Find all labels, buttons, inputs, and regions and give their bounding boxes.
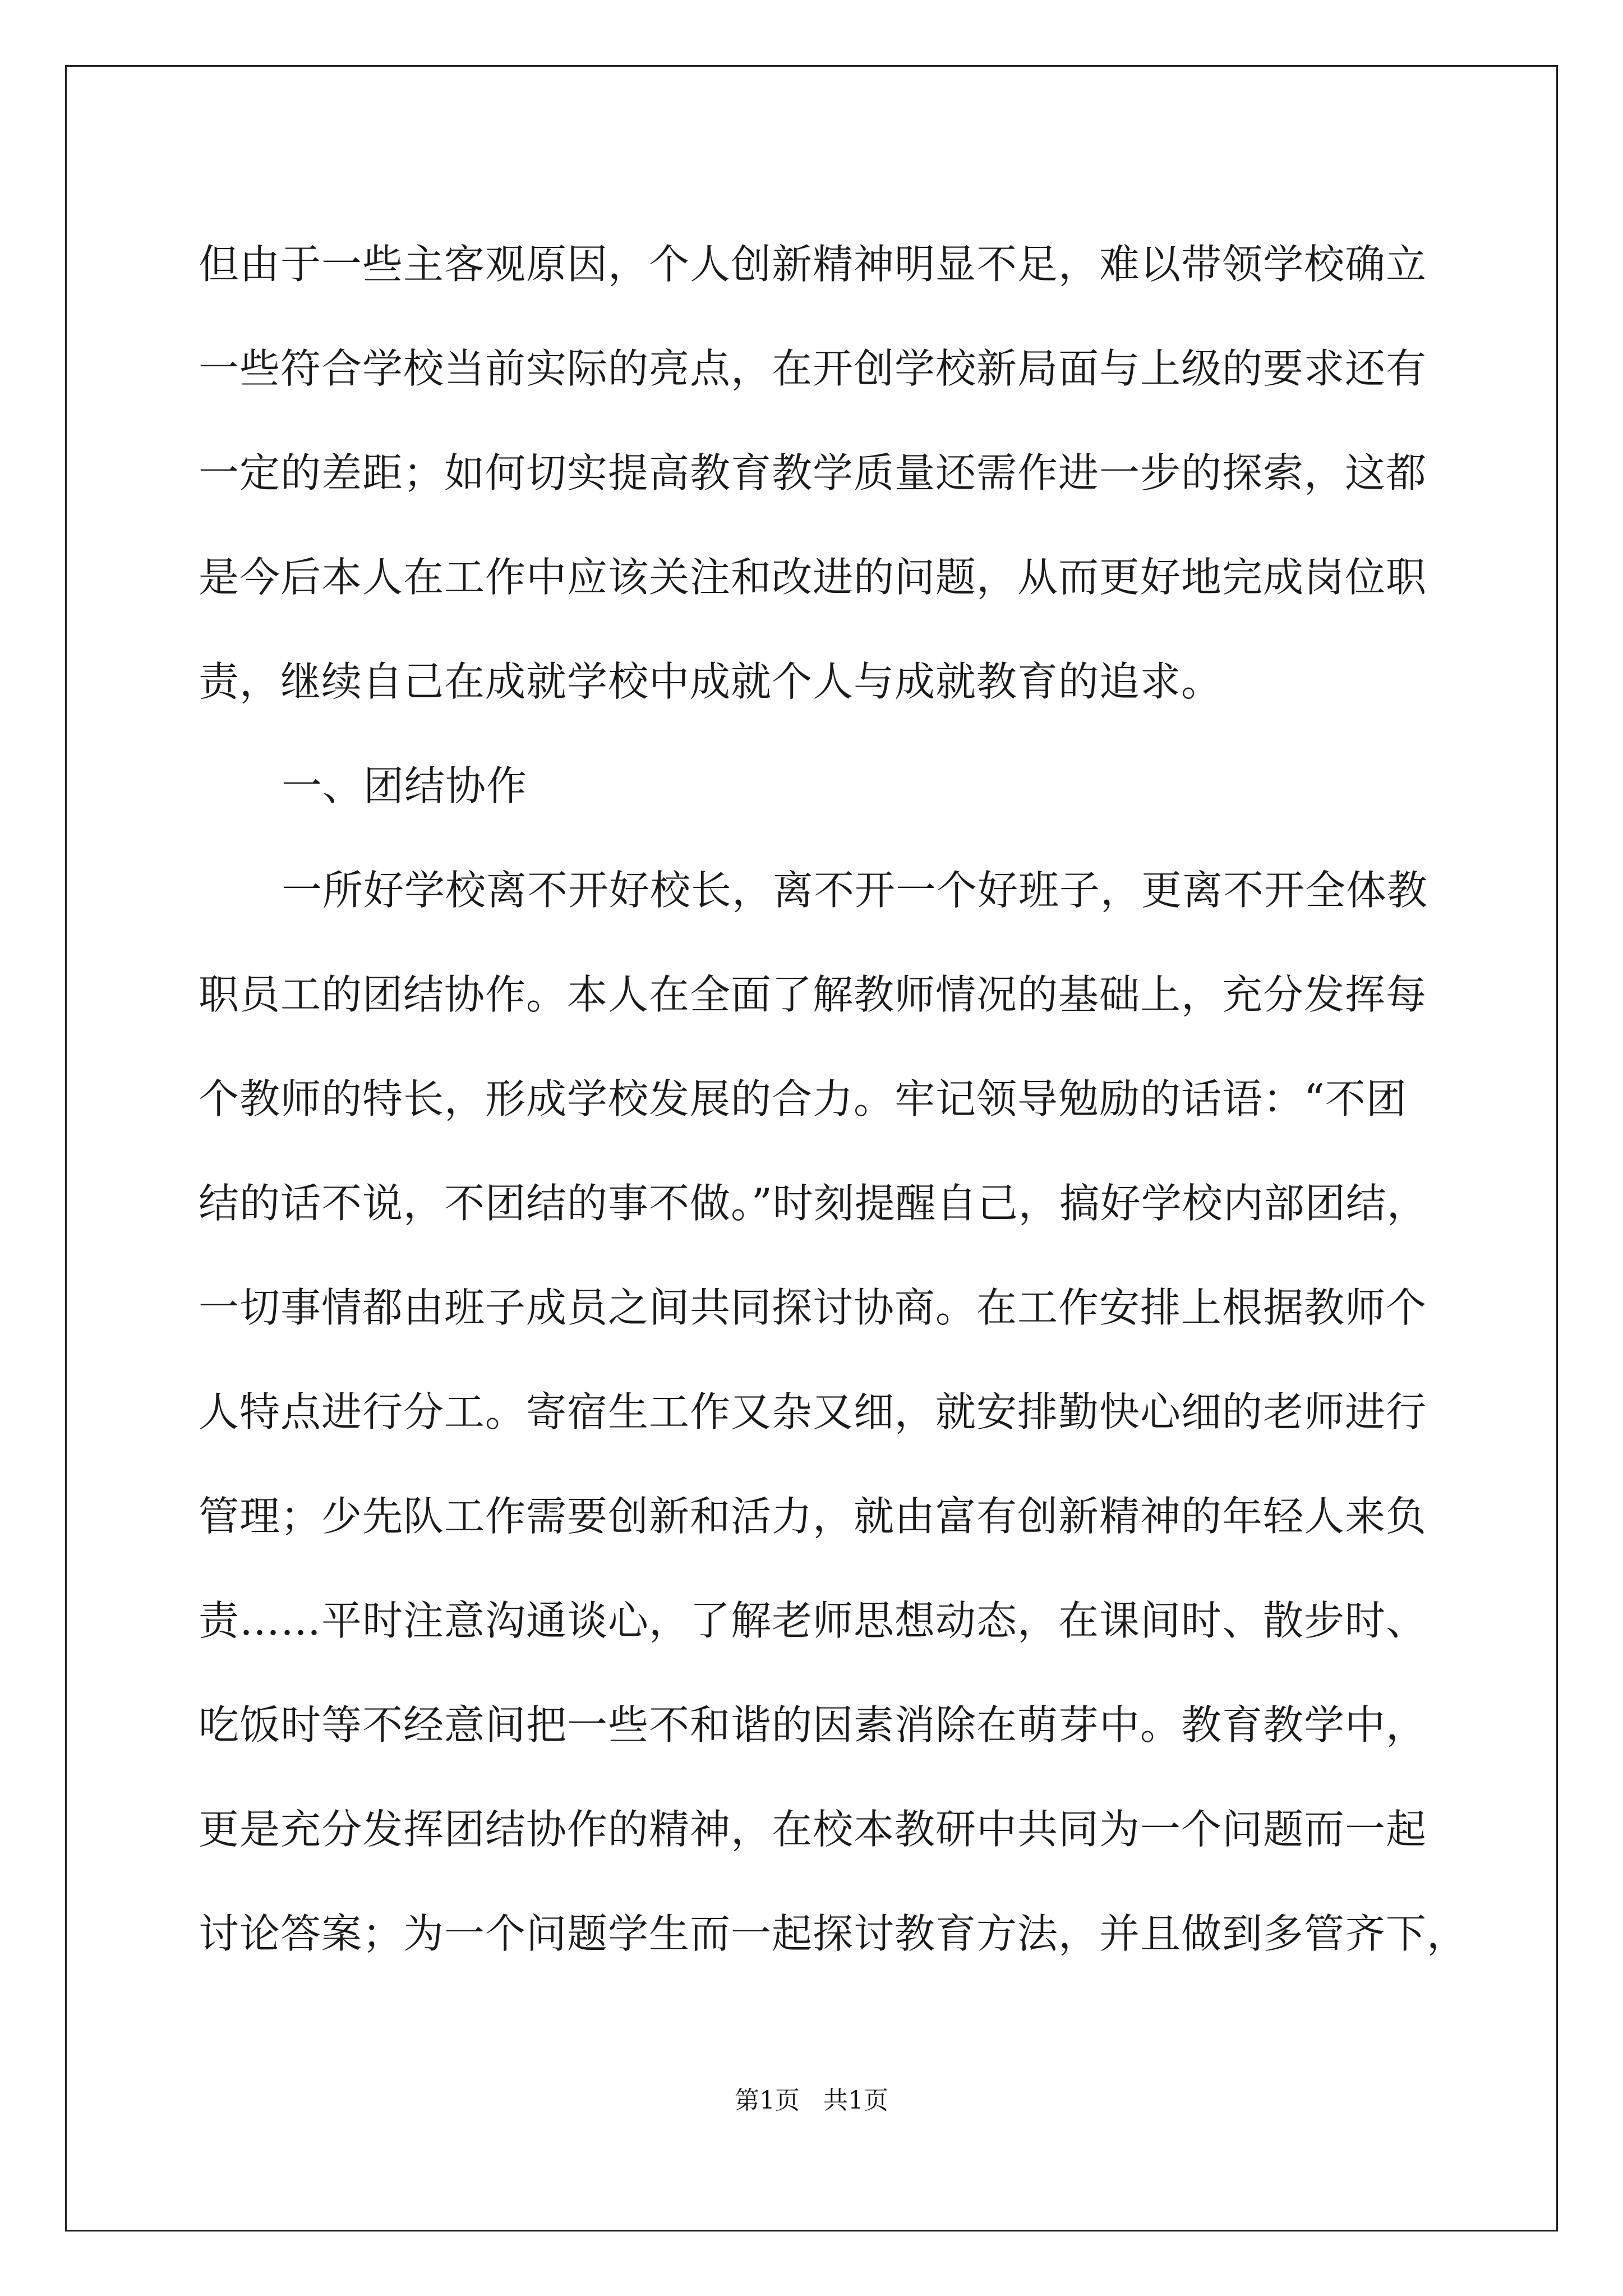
text-line: 吃饭时等不经意间把一些不和谐的因素消除在萌芽中。教育教学中， — [199, 1701, 1427, 1749]
text-line: 人特点进行分工。寄宿生工作又杂又细，就安排勤快心细的老师进行 — [199, 1388, 1427, 1435]
page-footer: 第1页 共1页 — [735, 2086, 888, 2115]
section-heading: 一、团结协作 — [282, 762, 528, 809]
text-line: 职员工的团结协作。本人在全面了解教师情况的基础上，充分发挥每 — [199, 971, 1427, 1018]
text-line: 是今后本人在工作中应该关注和改进的问题，从而更好地完成岗位职 — [199, 554, 1427, 601]
document-body — [199, 212, 1468, 1986]
text-line: 责……平时注意沟通谈心，了解老师思想动态，在课间时、散步时、 — [199, 1597, 1427, 1644]
text-line: 责，继续自己在成就学校中成就个人与成就教育的追求。 — [199, 658, 1223, 705]
text-line: 一定的差距；如何切实提高教育教学质量还需作进一步的探索，这都 — [199, 449, 1427, 496]
text-line: 但由于一些主客观原因，个人创新精神明显不足，难以带领学校确立 — [199, 241, 1427, 288]
text-line: 更是充分发挥团结协作的精神，在校本教研中共同为一个问题而一起 — [199, 1806, 1427, 1853]
text-line: 管理；少先队工作需要创新和活力，就由富有创新精神的年轻人来负 — [199, 1493, 1427, 1540]
text-line: 讨论答案；为一个问题学生而一起探讨教育方法，并且做到多管齐下， — [199, 1910, 1468, 1957]
text-line: 一切事情都由班子成员之间共同探讨协商。在工作安排上根据教师个 — [199, 1284, 1427, 1331]
text-line: 结的话不说，不团结的事不做。”时刻提醒自己，搞好学校内部团结， — [199, 1180, 1428, 1227]
text-line: 一所好学校离不开好校长，离不开一个好班子，更离不开全体教 — [282, 867, 1428, 914]
text-line: 个教师的特长，形成学校发展的合力。牢记领导勉励的话语：“不团 — [199, 1075, 1407, 1122]
text-line: 一些符合学校当前实际的亮点，在开创学校新局面与上级的要求还有 — [199, 345, 1427, 392]
